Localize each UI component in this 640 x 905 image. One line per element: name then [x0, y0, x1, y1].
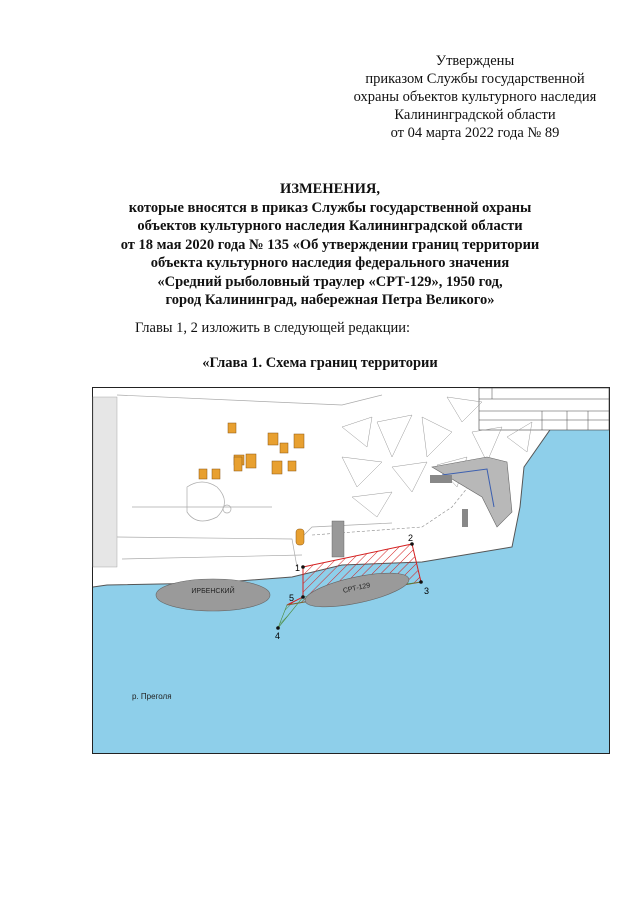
boundary-map: [92, 387, 610, 754]
instruction-text: Главы 1, 2 изложить в следующей редакции:: [135, 320, 411, 336]
title-block: [479, 388, 609, 430]
ship2-label: СРТ-129: [342, 582, 371, 595]
ship-irbensky: [156, 579, 270, 611]
approval-block: [330, 52, 620, 142]
document-heading: [70, 180, 590, 310]
heading-line: которые вносятся в приказ Службы государственной охраны: [128, 199, 532, 216]
quay-left: [93, 397, 117, 567]
heading-line: город Калининград, набережная Петра Великого»: [165, 292, 495, 308]
point-label-3: 3: [424, 586, 430, 596]
heading-title: ИЗМЕНЕНИЯ,: [280, 181, 380, 197]
heading-line: от 18 мая 2020 года № 135 «Об утверждении границ территории: [120, 236, 540, 253]
heading-line: объектов культурного наследия Калининградской области: [137, 218, 523, 234]
approval-line: от 04 марта 2022 года № 89: [390, 125, 560, 141]
point-label-1: 1: [295, 563, 301, 573]
heading-line: объекта культурного наследия федерального значения: [150, 255, 510, 271]
ship1-label: ИРБЕНСКИЙ: [191, 588, 235, 595]
heading-line: «Средний рыболовный траулер «СРТ-129», 1950 год,: [157, 273, 503, 290]
point-label-2: 2: [408, 533, 414, 543]
point-label-5: 5: [289, 593, 295, 603]
approval-line: приказом Службы государственной: [365, 71, 585, 87]
approval-line: охраны объектов культурного наследия: [353, 89, 597, 105]
approval-line: Утверждены: [435, 53, 515, 69]
river-label: р. Преголя: [132, 692, 172, 701]
chapter-title: «Глава 1. Схема границ территории: [202, 355, 438, 371]
point-label-4: 4: [275, 631, 281, 641]
approval-line: Калининградской области: [394, 107, 556, 123]
